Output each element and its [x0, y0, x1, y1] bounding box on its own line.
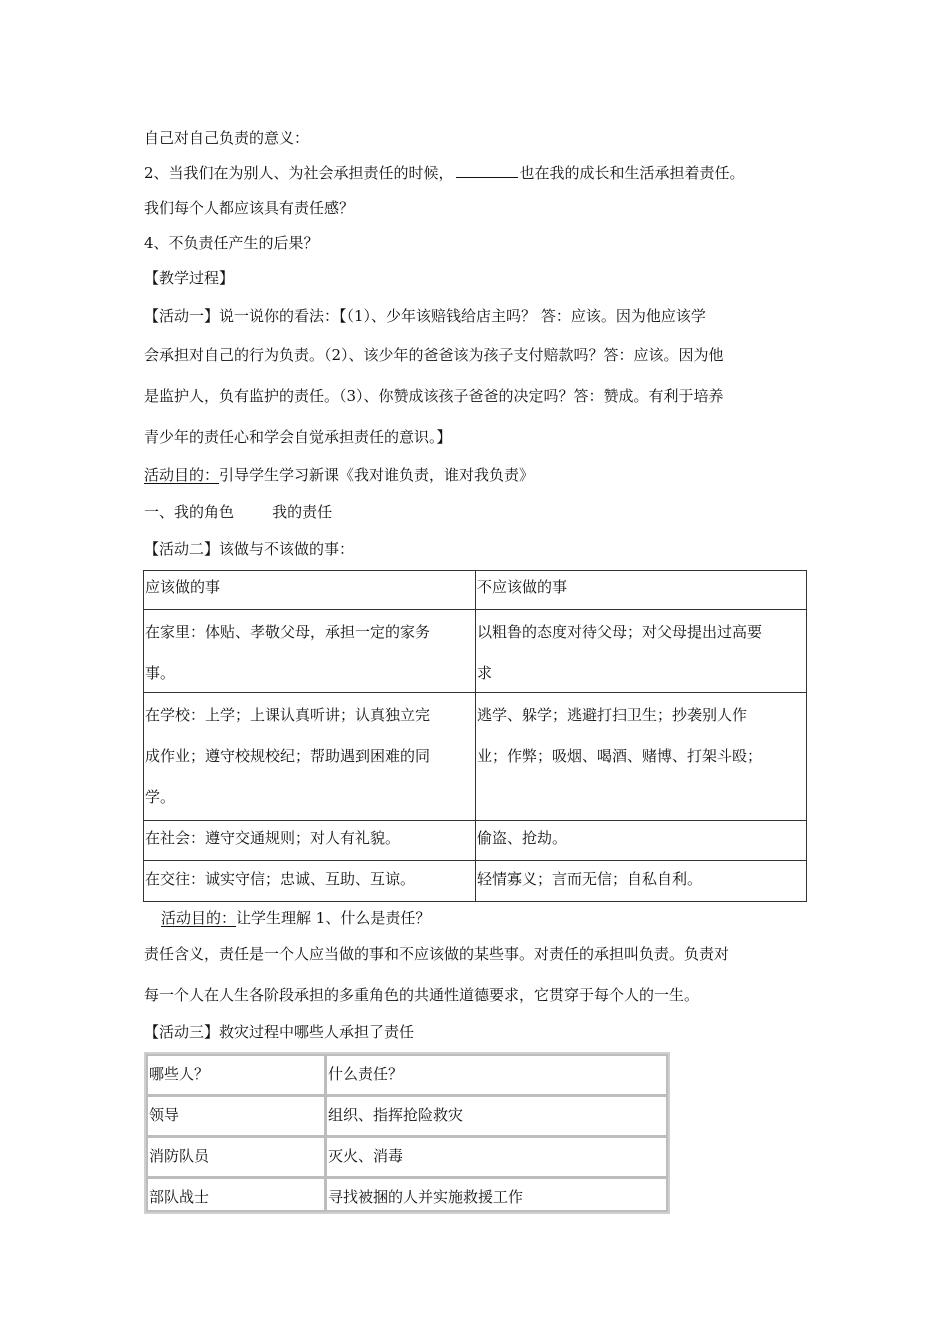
- cell-text: 以粗鲁的态度对待父母；对父母提出过高要: [477, 623, 763, 641]
- table-cell: [475, 820, 807, 861]
- paragraph-line: 责任含义，责任是一个人应当做的事和不应该做的某些事。对责任的承担叫负责。负责对: [144, 945, 730, 963]
- table-header: 哪些人？: [146, 1054, 326, 1096]
- table-cell: 灭火、消毒: [325, 1136, 668, 1178]
- text-line: 自己对自己负责的意义：: [144, 129, 310, 147]
- activity-goal: [144, 465, 534, 485]
- cell-text: 偷盗、抢劫。: [477, 829, 568, 847]
- table-cell: [143, 860, 476, 902]
- table-cell: [143, 820, 476, 861]
- table-cell: [475, 860, 807, 902]
- goal-text: 引导学生学习新课《我对谁负责，谁对我负责》: [219, 466, 535, 484]
- paragraph-line: 是监护人，负有监护的责任。（3）、你赞成该孩子爸爸的决定吗？答：赞成。有利于培养: [144, 387, 724, 405]
- text-line: 4、不负责任产生的后果？: [144, 234, 319, 252]
- cell-text: 在学校：上学；上课认真听讲；认真独立完: [145, 706, 431, 724]
- cell-text: 事。: [145, 664, 176, 682]
- paragraph-line: 每一个人在人生各阶段承担的多重角色的共通性道德要求，它贯穿于每个人的一生。: [144, 986, 700, 1004]
- paragraph-line: 会承担对自己的行为负责。（2）、该少年的爸爸该为孩子支付赔款吗？答：应该。因为他: [144, 346, 724, 364]
- cell-text: 成作业；遵守校规校纪；帮助遇到困难的同: [145, 747, 431, 765]
- cell-text: 学。: [145, 788, 176, 806]
- header-text: 应该做的事: [145, 578, 221, 596]
- table-cell: 领导: [146, 1095, 326, 1137]
- goal-label: 活动目的：: [144, 466, 220, 484]
- goal-text: 让学生理解 1、什么是责任？: [236, 909, 431, 927]
- text-fragment: 2、当我们在为别人、为社会承担责任的时候，: [144, 164, 454, 182]
- table-header: [143, 570, 476, 610]
- table-header: [475, 570, 807, 610]
- section-heading: 【教学过程】: [144, 269, 235, 287]
- cell-text: 轻情寡义；言而无信；自私自利。: [477, 870, 703, 888]
- cell-text: 在家里：体贴、孝敬父母，承担一定的家务: [145, 623, 431, 641]
- table-header: 什么责任？: [325, 1054, 668, 1096]
- activity-heading: 【活动二】该做与不该做的事：: [144, 540, 355, 558]
- text-line: [144, 163, 745, 183]
- paragraph-line: 青少年的责任心和学会自觉承担责任的意识。】: [144, 428, 452, 446]
- table-cell: [475, 692, 807, 821]
- table-disaster-roles: [144, 1052, 670, 1214]
- cell-text: 逃学、躲学；逃避打扫卫生；抄袭别人作: [477, 706, 748, 724]
- fill-blank: [456, 163, 518, 178]
- table-cell: [475, 609, 807, 693]
- cell-text: 在社会：遵守交通规则；对人有礼貌。: [145, 829, 401, 847]
- cell-text: 求: [477, 664, 493, 682]
- activity-heading: 【活动三】救灾过程中哪些人承担了责任: [144, 1023, 415, 1041]
- header-text: 不应该做的事: [477, 578, 568, 596]
- table-cell: 部队战士: [146, 1177, 326, 1212]
- activity-goal: [144, 908, 430, 928]
- paragraph-line: 【活动一】说一说你的看法：【（1）、少年该赔钱给店主吗？ 答：应该。因为他应该学: [144, 307, 706, 325]
- table-cell: [143, 609, 476, 693]
- table-cell: [143, 692, 476, 821]
- text-line: 我们每个人都应该具有责任感？: [144, 199, 355, 217]
- text-fragment: 也在我的成长和生活承担着责任。: [519, 164, 745, 182]
- cell-text: 在交往：诚实守信；忠诚、互助、互谅。: [145, 870, 416, 888]
- table-cell: 寻找被捆的人并实施救援工作: [325, 1177, 668, 1212]
- cell-text: 业；作弊；吸烟、喝酒、赌博、打架斗殴；: [477, 747, 763, 765]
- goal-label: 活动目的：: [161, 909, 237, 927]
- section-heading: 一、我的角色 我的责任: [144, 503, 333, 521]
- table-cell: 消防队员: [146, 1136, 326, 1178]
- table-cell: 组织、指挥抢险救灾: [325, 1095, 668, 1137]
